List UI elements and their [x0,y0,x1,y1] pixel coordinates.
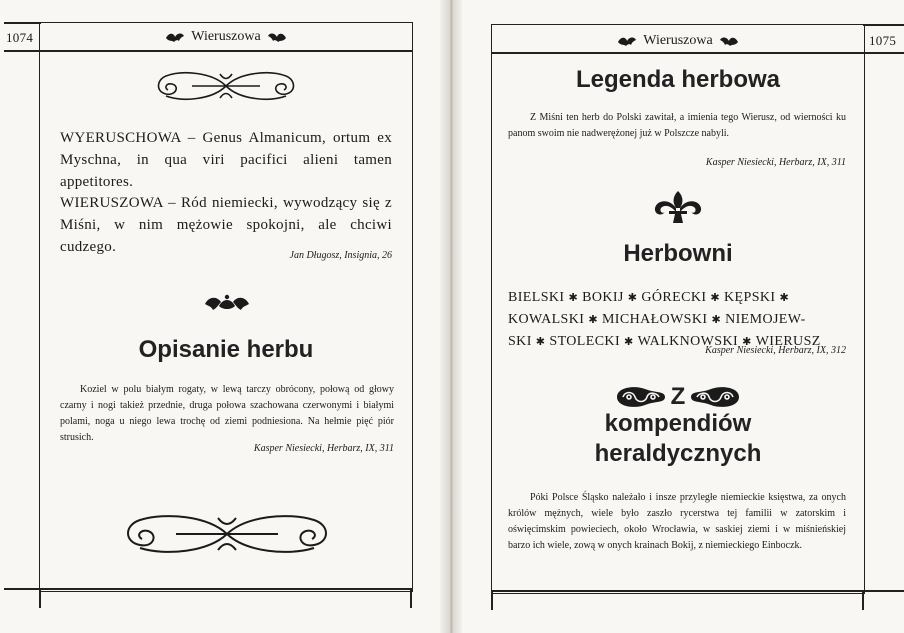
star-icon: ✱ [624,336,634,348]
star-icon: ✱ [627,292,638,304]
families-list [508,287,848,353]
running-head-text: Wieruszowa [643,33,713,48]
right-head-rule-ext [863,24,904,26]
family-name: KĘPSKI [724,290,776,305]
compendium-title-letter: Z [670,383,686,410]
arabesque-icon [615,383,667,411]
page-number: 1075 [869,33,897,48]
book-gutter [440,0,462,633]
star-icon: ✱ [711,314,722,326]
family-name: WALKNOWSKI [637,334,739,349]
family-name: BIELSKI [508,290,565,305]
right-foot-rule [491,590,904,592]
star-icon: ✱ [535,336,546,348]
right-foot-tick [491,590,493,610]
star-icon: ✱ [588,314,598,326]
title-legend: Legenda herbowa [575,66,781,93]
citation-niesiecki: Kasper Niesiecki, Herbarz, IX, 311 [705,157,846,168]
star-icon: ✱ [710,292,721,304]
citation-dlugosz: Jan Długosz, Insignia, 26 [289,250,392,261]
family-name: KOWALSKI [508,312,585,327]
left-head-rule [4,50,412,52]
family-name: WIERUSZ [755,334,821,349]
scroll-flourish-icon [152,66,300,106]
fleur-de-lis-icon [653,190,703,224]
section-title-description: Opisanie herbu [138,336,314,363]
description-paragraph: Koziel w polu białym rogaty, w lewą tarczy obrócony, połową od głowy czarny i nogi takież przednie, druga połowa szachowana czerwonymi i białymi polami, noga u niego lewa trochę od ziemi podniesiona. Na hełmie pięć piór strusich. [60,384,394,443]
citation-niesiecki: Kasper Niesiecki, Herbarz, IX, 311 [253,443,394,454]
running-head [493,31,863,51]
right-page [455,0,904,633]
compendium-paragraph: Póki Polsce Śląsko należało i insze przyległe niemieckie księstwa, za onych królów mężnych, wiele było zaszło rycerstwa tej familii w zatorskim i oświęcimskim powieciech, około Wrocławia, w saskiej ziemi i w miśnieńskiej barzo ich wiele, zową w onych krainach Bokij, z niemieckiego Einboczk. [508,492,846,551]
leaf-fleuron-icon [719,36,739,47]
leaf-fleuron-icon [267,32,287,43]
left-foot-tick-right [410,588,412,608]
citation-niesiecki-2: Kasper Niesiecki, Herbarz, IX, 312 [705,345,846,356]
left-foot-tick [39,588,41,608]
star-icon: ✱ [742,336,752,348]
family-name: NIEMOJEW-SKI [508,312,806,349]
scroll-flourish-icon [120,508,334,560]
compendium-heading-row [493,380,863,414]
arabesque-icon [689,383,741,411]
star-icon: ✱ [568,292,579,304]
family-name: BOKIJ [582,290,624,305]
running-head-text: Wieruszowa [191,29,261,44]
leaf-fleuron-icon [203,292,251,314]
polish-paragraph: WIERUSZOWA – Ród niemiecki, wywodzący się z Miśni, w nim mężowie spokojni, ale chciwi cudzego. [60,195,392,255]
family-name: MICHAŁOWSKI [601,312,708,327]
left-head-rule-ext [4,22,41,24]
legend-paragraph: Z Miśni ten herb do Polski zawitał, a imienia tego Wierusz, od wierności ku panom swoim nie nadwerężonej już w Polszcze nabyli. [508,112,846,139]
running-head [41,27,411,47]
latin-paragraph: WYERUSCHOWA – Genus Almanicum, ortum ex Myschna, in qua viri pacifici alieni tamen appetitores. [60,130,392,190]
family-name: GÓRECKI [641,290,707,305]
compendium-title-line1: kompendiów [604,410,752,437]
right-foot-tick-right [862,590,864,610]
star-icon: ✱ [779,292,790,304]
left-foot-rule [4,588,412,590]
right-head-rule [491,52,904,54]
title-herbowni: Herbowni [623,240,733,267]
leaf-fleuron-icon [165,32,185,43]
left-page [0,0,447,633]
leaf-fleuron-icon [617,36,637,47]
compendium-title-line2: heraldycznych [594,440,762,467]
page-number: 1074 [6,30,34,45]
family-name: STOLECKI [549,334,620,349]
